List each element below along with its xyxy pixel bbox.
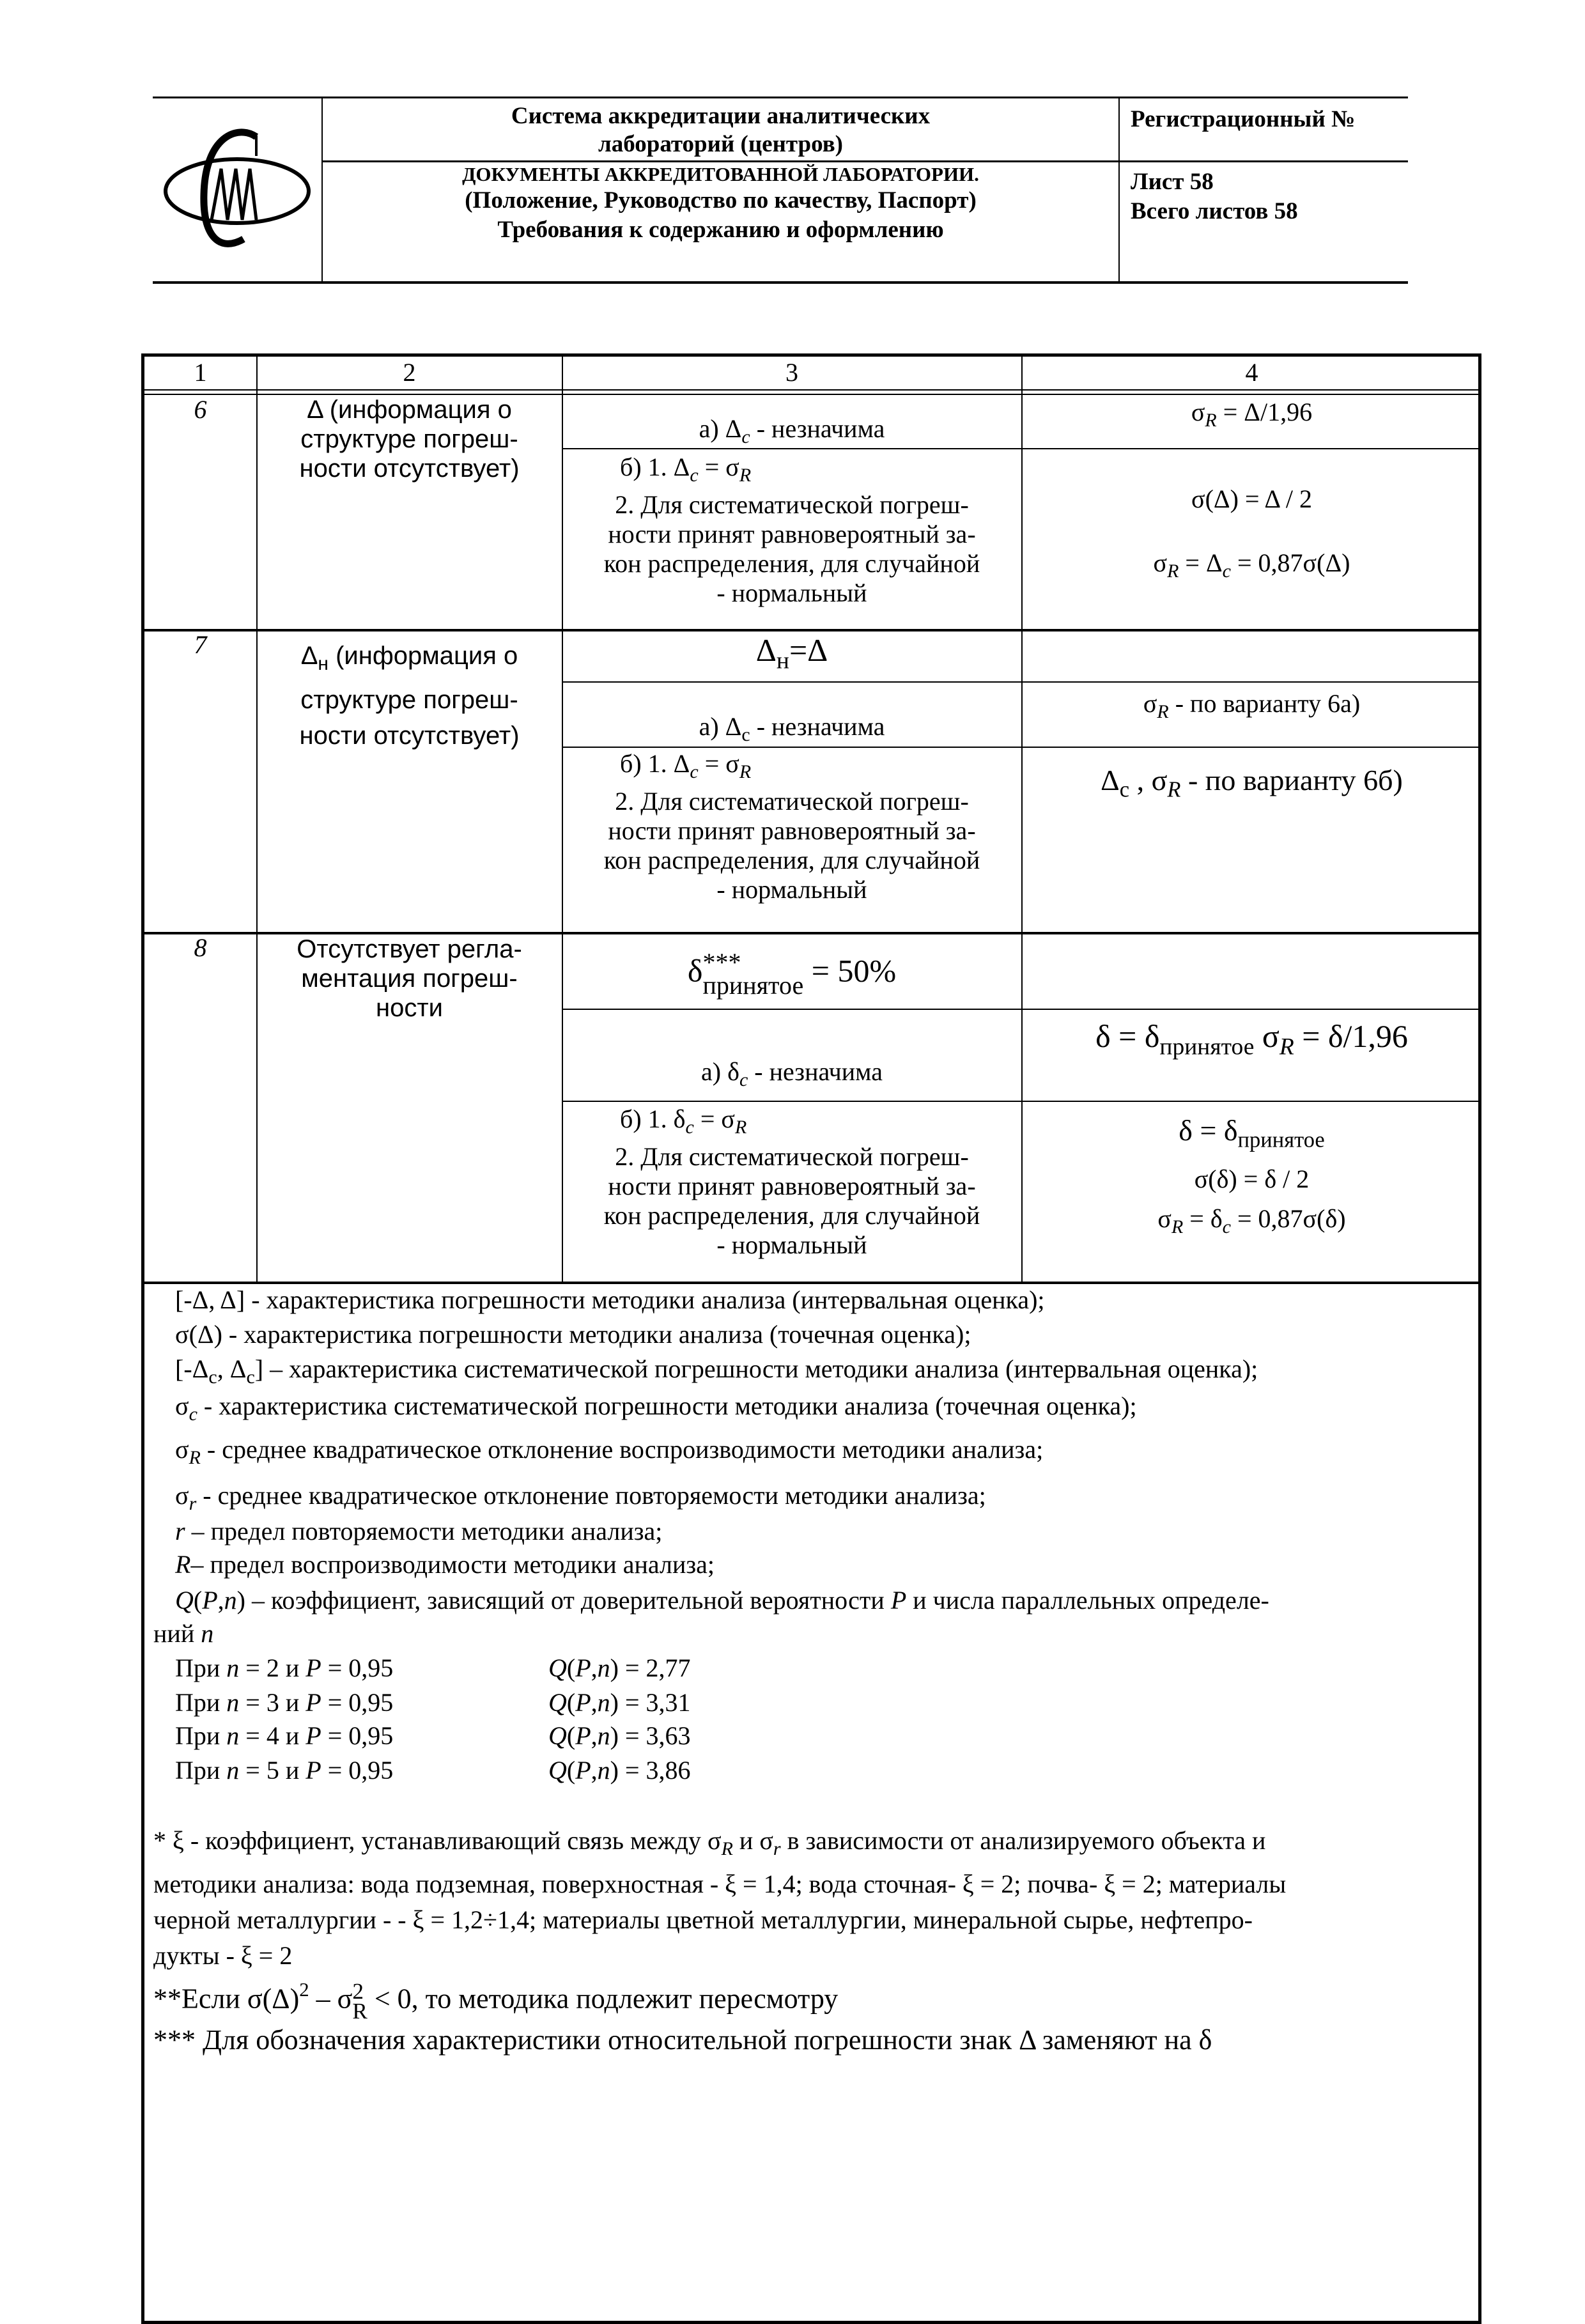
document-title-line2: (Положение, Руководство по качеству, Паспорт): [465, 187, 977, 213]
italic-symbol: n: [201, 1619, 214, 1648]
formula-text: дукты - ξ = 2: [153, 1941, 293, 1970]
subscript: R: [1279, 1034, 1294, 1060]
formula-text: = σ: [698, 453, 739, 481]
subscript: R: [734, 1117, 747, 1138]
formula-text: =Δ: [789, 632, 828, 668]
formula-text: – σ: [309, 1983, 353, 2015]
formula-text: * ξ - коэффициент, устанавливающий связь между σ: [153, 1826, 722, 1855]
formula-text: σ: [175, 1481, 189, 1510]
row6-case-b: [562, 453, 1021, 608]
formula-text: δ: [687, 952, 703, 989]
subscript: R: [739, 761, 752, 782]
italic-symbol: n: [597, 1654, 610, 1682]
document-title-line3: Требования к содержанию и оформлению: [497, 217, 944, 243]
italic-symbol: P: [575, 1654, 591, 1682]
formula-text: – предел воспроизводимости методики анализа;: [190, 1550, 715, 1579]
formula-text: σ(Δ) = Δ / 2: [1191, 484, 1312, 513]
formula-text: в зависимости от анализируемого объекта и: [780, 1826, 1266, 1855]
subscript: R: [1157, 701, 1169, 722]
formula-text: = σ: [693, 1104, 735, 1133]
subscript: c: [208, 1367, 217, 1388]
formula-text: ,: [591, 1721, 598, 1750]
error-characteristics-table: [141, 353, 1481, 2324]
row7-case-b: [562, 749, 1021, 904]
row-divider: [144, 629, 1478, 631]
q-row: [175, 1653, 691, 1683]
italic-symbol: Q: [175, 1586, 194, 1615]
formula-text: а) Δ: [699, 712, 742, 741]
italic-symbol: Q: [548, 1756, 567, 1785]
formula-text: б) 1. Δ: [620, 749, 690, 778]
text-line: 2. Для систематической погреш-: [615, 787, 969, 816]
subscript: c: [685, 1117, 694, 1138]
row8-case: [562, 948, 1021, 1000]
italic-symbol: P: [202, 1586, 218, 1615]
text-line: ности принят равновероятный за-: [608, 1172, 976, 1200]
row-number: 8: [194, 933, 207, 962]
formula: [1022, 1159, 1481, 1199]
text-line: ности отсутствует): [299, 454, 520, 483]
formula-text: = δ: [1183, 1204, 1223, 1234]
q-row: [175, 1687, 691, 1717]
note-line: [175, 1585, 1269, 1615]
formula-text: = 4 и: [239, 1721, 306, 1750]
formula-text: **Если σ(Δ): [153, 1983, 300, 2015]
formula-text: = Δ/1,96: [1216, 398, 1313, 426]
italic-symbol: P: [305, 1756, 321, 1785]
subscript: c: [739, 1069, 748, 1090]
text-line: - нормальный: [716, 578, 867, 607]
formula-text: Δ: [755, 632, 777, 668]
note-line: [175, 1391, 1137, 1425]
subscript: R: [352, 1999, 367, 2024]
note-line: [175, 1516, 662, 1546]
subscript: н: [318, 653, 329, 674]
row6-case-b-formula-1: [1022, 484, 1481, 514]
document-title-line1: ДОКУМЕНТЫ АККРЕДИТОВАННОЙ ЛАБОРАТОРИИ.: [462, 163, 979, 185]
formula: [562, 453, 1021, 490]
formula-text: – предел повторяемости методики анализа;: [185, 1517, 663, 1545]
formula-text: - характеристика систематической погрешности методики анализа (точечная оценка);: [197, 1391, 1137, 1420]
subscript: R: [1167, 777, 1181, 802]
formula-text: σ: [1157, 1204, 1171, 1234]
logo: [160, 124, 314, 258]
formula-text: [-Δ: [175, 1354, 209, 1383]
subscript: R: [739, 465, 752, 486]
row8-description: [257, 934, 562, 1023]
formula-text: ) = 3,63: [610, 1721, 691, 1750]
formula-text: δ = δ: [1179, 1114, 1238, 1147]
formula-text: (: [566, 1654, 576, 1682]
formula-text: ,: [591, 1688, 598, 1717]
row8-case-a-formula: [1022, 1018, 1481, 1062]
subscript: R: [721, 1838, 733, 1859]
superscript: 2: [352, 1978, 364, 2004]
text-line: Отсутствует регла-: [297, 935, 522, 963]
sheet-number: Лист 58: [1131, 169, 1214, 195]
q-value: [548, 1653, 691, 1683]
footnote-line: [153, 1869, 1286, 1899]
formula-text: (информация о: [329, 642, 518, 670]
italic-symbol: P: [890, 1586, 907, 1615]
italic-symbol: r: [175, 1517, 185, 1545]
formula-text: = 2 и: [239, 1654, 306, 1682]
system-title: [323, 102, 1118, 159]
row-divider: [144, 389, 1478, 391]
text-line: кон распределения, для случайной: [603, 846, 980, 874]
total-sheets: Всего листов 58: [1131, 198, 1298, 224]
document-header: [153, 97, 1408, 284]
row7-case-a: [562, 712, 1021, 750]
q-condition: [175, 1721, 393, 1750]
formula-text: = σ: [698, 749, 739, 778]
formula-text: < 0, то методика подлежит пересмотру: [367, 1983, 839, 2015]
formula-text: - среднее квадратическое отклонение воспроизводимости методики анализа;: [200, 1435, 1044, 1464]
formula-text: = δ/1,96: [1294, 1018, 1408, 1054]
italic-symbol: n: [597, 1756, 610, 1785]
subscript: принятое: [1237, 1127, 1325, 1152]
formula-text: ,: [591, 1654, 598, 1682]
text-line: 2. Для систематической погреш-: [615, 1142, 969, 1171]
italic-symbol: n: [597, 1688, 610, 1717]
italic-symbol: P: [575, 1688, 591, 1717]
italic-symbol: n: [224, 1586, 237, 1615]
row8-case-b: [562, 1104, 1021, 1260]
formula-text: σ: [1143, 689, 1157, 718]
formula-text: При: [175, 1721, 227, 1750]
text-line: кон распределения, для случайной: [603, 549, 980, 578]
formula-text: = 3 и: [239, 1688, 306, 1717]
text-line: ности: [376, 994, 443, 1022]
row8-case-b-formulas: [1022, 1111, 1481, 1247]
text-line: Δ (информация о: [307, 396, 512, 424]
italic-symbol: P: [305, 1654, 321, 1682]
note-line: [175, 1319, 971, 1349]
row7-case: [562, 632, 1021, 676]
text-line: структуре погреш-: [300, 425, 518, 453]
formula-text: - по варианту 6б): [1180, 764, 1403, 796]
footnote-line: [153, 1979, 838, 2022]
formula-text: б) 1. Δ: [620, 453, 690, 481]
formula-text: , Δ: [217, 1354, 247, 1383]
note-line: [175, 1480, 986, 1515]
subscript: принятое: [1159, 1034, 1255, 1060]
subscript: н: [776, 647, 789, 674]
formula-text: [-Δ, Δ] - характеристика погрешности методики анализа (интервальная оценка);: [175, 1285, 1045, 1314]
subscript: с: [1119, 777, 1130, 802]
formula-text: При: [175, 1688, 227, 1717]
italic-symbol: n: [226, 1688, 240, 1717]
logo-icon: [160, 124, 314, 258]
formula-text: , σ: [1129, 764, 1168, 796]
italic-symbol: Q: [548, 1721, 567, 1750]
formula-text: а) δ: [701, 1057, 739, 1086]
formula-text: = 0,95: [321, 1756, 394, 1785]
row8-case-a: [562, 1057, 1021, 1095]
italic-symbol: P: [305, 1721, 321, 1750]
column-header-1: 1: [194, 358, 207, 387]
formula-text: σ: [1153, 548, 1168, 577]
text-line: ности принят равновероятный за-: [608, 520, 976, 548]
formula-text: методики анализа: вода подземная, поверхностная - ξ = 1,4; вода сточная- ξ = 2; почва- ξ = 2; материалы: [153, 1870, 1287, 1898]
italic-symbol: n: [226, 1721, 240, 1750]
formula-text: (: [566, 1721, 576, 1750]
subscript: c: [690, 761, 699, 782]
text-line: структуре погреш-: [300, 686, 518, 714]
note-line: [175, 1434, 1043, 1469]
text-line: кон распределения, для случайной: [603, 1201, 980, 1230]
row7-description: [257, 638, 562, 754]
q-value: [548, 1721, 691, 1751]
formula-text: = 0,95: [321, 1688, 394, 1717]
row6-case-a-formula: [1022, 398, 1481, 435]
row-divider: [144, 1282, 1478, 1284]
sup-sub-stack: [702, 948, 804, 1000]
subscript: c: [1222, 1216, 1231, 1238]
italic-symbol: n: [226, 1654, 240, 1682]
formula-text: *** Для обозначения характеристики относительной погрешности знак Δ заменяют на δ: [153, 2024, 1212, 2056]
formula-text: (: [193, 1586, 203, 1615]
italic-symbol: P: [575, 1756, 591, 1785]
system-title-line2: лабораторий (центров): [598, 131, 843, 157]
formula-text: черной металлургии - - ξ = 1,2÷1,4; материалы цветной металлургии, минеральной сырье, нефтепро-: [153, 1905, 1253, 1934]
subscript: c: [246, 1367, 255, 1388]
registration-number-label: Регистрационный №: [1131, 106, 1356, 132]
formula-text: ний: [153, 1619, 201, 1648]
note-line: [153, 1618, 213, 1648]
formula-text: - среднее квадратическое отклонение повторяемости методики анализа;: [196, 1481, 986, 1510]
subscript: R: [189, 1447, 201, 1468]
row7-case-a-formula: [1022, 689, 1481, 727]
formula-text: = 0,95: [321, 1654, 394, 1682]
row6-description: [257, 395, 562, 483]
subscript: с: [741, 724, 750, 745]
footnote-line: [153, 1905, 1253, 1935]
formula-text: При: [175, 1756, 227, 1785]
italic-symbol: Q: [548, 1688, 567, 1717]
formula-text: Δ: [1101, 764, 1120, 796]
formula-text: и числа параллельных определе-: [906, 1586, 1269, 1615]
italic-symbol: n: [226, 1756, 240, 1785]
formula: [562, 749, 1021, 787]
formula-text: и σ: [732, 1826, 773, 1855]
subscript: c: [690, 465, 699, 486]
sup-sub-stack: [352, 1978, 367, 2024]
text-line: 2. Для систематической погреш-: [615, 490, 969, 519]
document-title: [323, 163, 1118, 245]
formula-text: При: [175, 1654, 227, 1682]
footnote-line: [153, 1825, 1265, 1860]
text-line: ментация погреш-: [301, 964, 518, 993]
subscript: R: [1167, 561, 1179, 582]
formula-text: ) = 2,77: [610, 1654, 691, 1682]
italic-symbol: P: [305, 1688, 321, 1717]
header-divider: [1118, 98, 1120, 281]
q-value: [548, 1755, 691, 1785]
formula-text: - незначима: [750, 414, 885, 443]
formula-text: σ: [1254, 1018, 1280, 1054]
formula-text: Δ: [300, 642, 318, 670]
formula-text: σ: [1191, 398, 1205, 426]
q-condition: [175, 1688, 393, 1717]
subscript: c: [741, 426, 750, 447]
footnote-line: [153, 1941, 292, 1971]
formula-text: - незначима: [750, 712, 885, 741]
formula-text: σ(δ) = δ / 2: [1194, 1165, 1310, 1194]
row7-case-b-formula: [1022, 766, 1481, 804]
row6-case-b-formula-2: [1022, 548, 1481, 586]
formula: [1022, 1111, 1481, 1159]
subscript: r: [189, 1493, 197, 1514]
subscript: c: [1222, 561, 1231, 582]
row-divider: [562, 1101, 1478, 1102]
formula-text: ) = 3,86: [610, 1756, 691, 1785]
superscript: 2: [299, 1979, 309, 2001]
subscript: R: [1171, 1216, 1184, 1238]
text-line: ности принят равновероятный за-: [608, 816, 976, 845]
q-row: [175, 1721, 691, 1751]
superscript: ***: [702, 948, 741, 977]
formula-text: - незначима: [748, 1057, 883, 1086]
formula-text: ,: [591, 1756, 598, 1785]
subscript: r: [773, 1838, 781, 1859]
formula-text: σ(Δ) - характеристика погрешности методики анализа (точечная оценка);: [175, 1320, 971, 1349]
note-line: [175, 1549, 715, 1579]
formula-text: = 0,87σ(δ): [1231, 1204, 1346, 1234]
formula-text: = 5 и: [239, 1756, 306, 1785]
italic-symbol: R: [175, 1550, 191, 1579]
formula-text: σ: [175, 1435, 189, 1464]
q-condition: [175, 1756, 393, 1785]
formula-text: б) 1. δ: [620, 1104, 686, 1133]
header-divider: [323, 160, 1408, 162]
column-header-2: 2: [403, 358, 416, 387]
text-line: - нормальный: [716, 1230, 867, 1259]
formula-text: ,: [217, 1586, 224, 1615]
italic-symbol: n: [597, 1721, 610, 1750]
text-line: ности отсутствует): [299, 722, 520, 750]
column-header-3: 3: [785, 358, 798, 387]
row-divider: [562, 1009, 1478, 1010]
row-divider: [562, 681, 1478, 683]
italic-symbol: Q: [548, 1654, 567, 1682]
formula-text: (: [566, 1756, 576, 1785]
row-number: 6: [194, 395, 207, 424]
formula-text: ) – коэффициент, зависящий от доверительной вероятности: [236, 1586, 891, 1615]
formula-text: - по варианту 6а): [1168, 689, 1361, 718]
formula-text: ) = 3,31: [610, 1688, 691, 1717]
formula-text: = 0,95: [321, 1721, 394, 1750]
note-line: [175, 1285, 1045, 1315]
column-header-4: 4: [1245, 358, 1258, 387]
system-title-line1: Система аккредитации аналитических: [511, 103, 931, 129]
formula-text: (: [566, 1688, 576, 1717]
formula-text: = 50%: [803, 952, 897, 989]
formula: [562, 1104, 1021, 1142]
subscript: принятое: [702, 971, 804, 1000]
row-number: 7: [194, 630, 207, 659]
q-value: [548, 1687, 691, 1717]
column-divider: [256, 357, 258, 1283]
note-line: [175, 1354, 1258, 1388]
formula-text: δ = δ: [1095, 1018, 1160, 1054]
formula-text: ] – характеристика систематической погрешности методики анализа (интервальная оценка);: [254, 1354, 1258, 1383]
formula-text: = 0,87σ(Δ): [1231, 548, 1350, 577]
formula-text: σ: [175, 1391, 189, 1420]
q-row: [175, 1755, 691, 1785]
text-line: - нормальный: [716, 875, 867, 904]
footnote-line: [153, 2024, 1212, 2056]
formula-text: = Δ: [1179, 548, 1223, 577]
q-condition: [175, 1654, 393, 1682]
formula: [1022, 1199, 1481, 1247]
italic-symbol: P: [575, 1721, 591, 1750]
subscript: c: [189, 1404, 197, 1425]
text-line: [257, 638, 562, 682]
formula-text: а) Δ: [699, 414, 742, 443]
row6-case-a: [562, 414, 1021, 452]
subscript: R: [1205, 410, 1217, 431]
